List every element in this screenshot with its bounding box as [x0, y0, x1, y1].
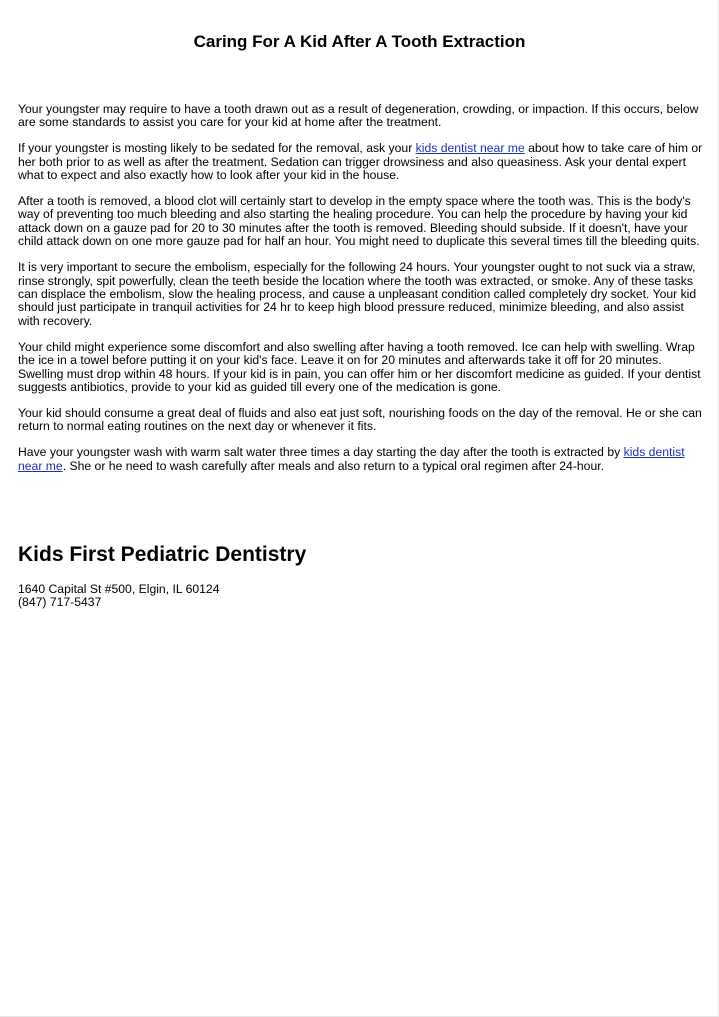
business-phone: (847) 717-5437 [18, 595, 102, 610]
paragraph-salt-water [18, 446, 706, 473]
paragraph-text: about how to take care of him or her both prior to as well as after the treatment. Sedation can trigger drowsiness and also queasiness. Ask your dental expert what to expect and also exactly how to look after your kid in the house. [18, 141, 703, 183]
business-contact [18, 583, 219, 610]
business-name: Kids First Pediatric Dentistry [18, 543, 307, 566]
article-body [18, 103, 706, 485]
paragraph-text: If your youngster is mosting likely to be sedated for the removal, ask your [18, 141, 416, 156]
business-address: 1640 Capital St #500, Elgin, IL 60124 [18, 582, 220, 596]
paragraph-swelling: Your child might experience some discomfort and also swelling after having a tooth removed. Ice can help with swelling. Wrap the ice in a towel before putting it on your kid's face. Leave it on for 20 minutes and afterwards take it off for 20 minutes. Swelling must drop within 48 hours. If your kid is in pain, you can offer him or her discomfort medicine as guided. If your dentist suggests antibiotics, provide to your kid as guided till every one of the medication is gone. [18, 339, 701, 394]
page-title: Caring For A Kid After A Tooth Extraction [193, 32, 526, 51]
paragraph-intro: Your youngster may require to have a tooth drawn out as a result of degeneration, crowding, or impaction. If this occurs, below are some standards to assist you care for your kid at home after the treatment. [18, 102, 699, 130]
kids-dentist-link[interactable]: kids dentist near me [18, 445, 685, 473]
paragraph-text: Have your youngster wash with warm salt water three times a day starting the day after the tooth is extracted by [18, 445, 624, 460]
paragraph-blood-clot: After a tooth is removed, a blood clot will certainly start to develop in the empty space where the tooth was. This is the body's way of preventing too much bleeding and also starting the healing procedure. You can help the procedure by having your kid attack down on a gauze pad for 20 to 30 minutes after the tooth is removed. Bleeding should subside. If it doesn't, have your child attack down on one more gauze pad for half an hour. You might need to duplicate this several times till the bleeding quits. [18, 194, 700, 249]
paragraph-fluids: Your kid should consume a great deal of fluids and also eat just soft, nourishing foods on the day of the removal. He or she can return to normal eating routines on the next day or whenever it fits. [18, 405, 702, 434]
kids-dentist-link[interactable]: kids dentist near me [415, 141, 525, 156]
paragraph-embolism: It is very important to secure the embolism, especially for the following 24 hours. Your youngster ought to not suck via a straw, rinse strongly, spit powerfully, clean the teeth beside the location where the tooth was extracted, or smoke. Any of these tasks can displace the embolism, slow the healing process, and cause a unpleasant condition called completely dry socket. Your kid should just participate in tranquil activities for 24 hr to keep high blood pressure reduced, minimize bleeding, and also assist with recovery. [18, 260, 697, 328]
paragraph-sedation [18, 142, 706, 182]
paragraph-text: . She or he need to wash carefully after meals and also return to a typical oral regimen after 24-hour. [62, 458, 605, 473]
